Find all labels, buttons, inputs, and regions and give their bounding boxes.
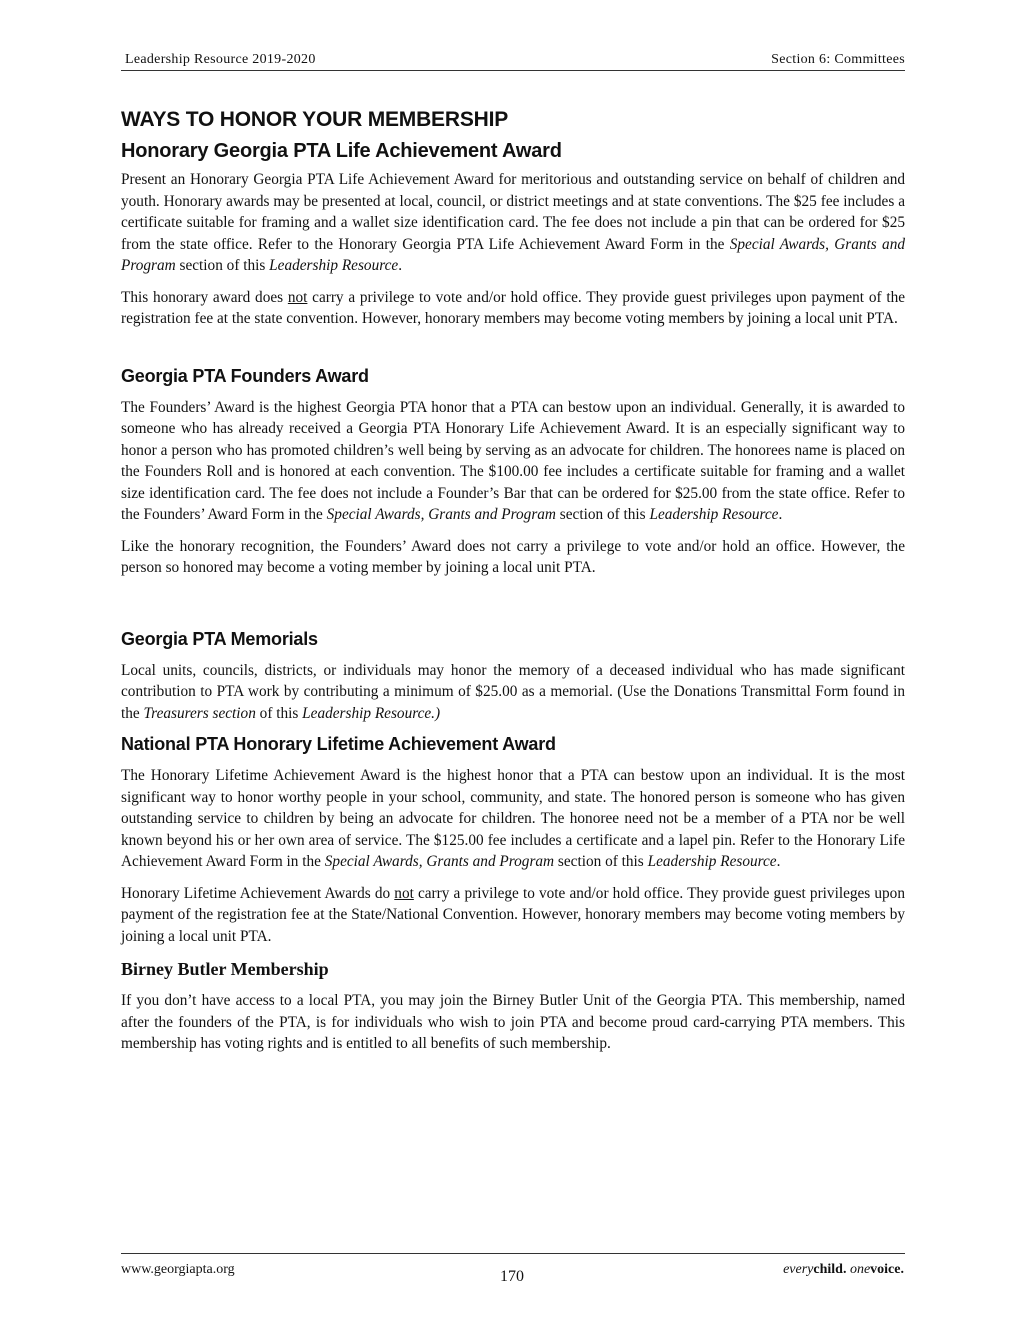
page-title: WAYS TO HONOR YOUR MEMBERSHIP <box>121 108 509 131</box>
founders-award-heading: Georgia PTA Founders Award <box>121 365 369 386</box>
header-document-title: Leadership Resource 2019-2020 <box>125 52 316 67</box>
page-content <box>121 100 905 1055</box>
life-award-paragraph-2: This honorary award does not carry a privilege to vote and/or hold office. They provide guest privileges upon payment of the registration fee at the state convention. However, honorary members may become voting members by joining a local unit PTA. <box>121 288 906 327</box>
founders-award-paragraph-2: Like the honorary recognition, the Founders’ Award does not carry a privilege to vote and/or hold an office. However, the person so honored may become a voting member by joining a local unit PTA. <box>121 537 905 576</box>
memorials-paragraph: Local units, councils, districts, or individuals may honor the memory of a deceased individual who has made significant contribution to PTA work by contributing a minimum of $25.00 as a memorial. (Use the Donations Transmittal Form found in the Treasurers section of this Leadership Resource.) <box>121 661 905 722</box>
footer-divider <box>121 1253 905 1254</box>
page-header <box>121 50 905 71</box>
national-award-heading: National PTA Honorary Lifetime Achievement Award <box>121 734 556 754</box>
life-award-paragraph-1: Present an Honorary Georgia PTA Life Achievement Award for meritorious and outstanding service on behalf of children and youth. Honorary awards may be presented at local, council, or district meetings and at state conventions. The $25 fee includes a certificate suitable for framing and a wallet size identification card. The fee does not include a pin that can be ordered for $25 from the state office. Refer to the Honorary Georgia PTA Life Achievement Award Form in the Special Awards, Grants and Program section of this Leadership Resource. <box>121 171 905 274</box>
page-number: 170 <box>500 1268 524 1285</box>
header-section-title: Section 6: Committees <box>771 52 905 67</box>
life-award-heading: Honorary Georgia PTA Life Achievement Award <box>121 140 562 162</box>
birney-butler-heading: Birney Butler Membership <box>121 959 329 979</box>
memorials-heading: Georgia PTA Memorials <box>121 628 318 649</box>
national-award-paragraph-2: Honorary Lifetime Achievement Awards do not carry a privilege to vote and/or hold office. They provide guest privileges upon payment of the registration fee at the State/National Convention. However, honorary members may become voting members by joining a local unit PTA. <box>121 884 905 945</box>
footer-website-link[interactable]: www.georgiapta.org <box>121 1262 235 1277</box>
founders-award-paragraph-1: The Founders’ Award is the highest Georgia PTA honor that a PTA can bestow upon an individual. Generally, it is awarded to someone who has already received a Georgia PTA Honorary Life Achievement Award. It is an especially significant way to honor a person who has promoted children’s well being by serving as an advocate for children. The honorees name is placed on the Founders Roll and is honored at each convention. The $100.00 fee includes a certificate suitable for framing and a wallet size identification card. The fee does not include a Founder’s Bar that can be ordered for $25.00 from the state office. Refer to the Founders’ Award Form in the Special Awards, Grants and Program section of this Leadership Resource. <box>121 398 905 523</box>
footer-slogan: everychild. onevoice. <box>783 1262 904 1277</box>
birney-butler-paragraph: If you don’t have access to a local PTA, you may join the Birney Butler Unit of the Georgia PTA. This membership, named after the founders of the PTA, is for individuals who wish to join PTA and become proud card-carrying PTA members. This membership has voting rights and is entitled to all benefits of such membership. <box>121 992 905 1052</box>
national-award-paragraph-1: The Honorary Lifetime Achievement Award is the highest honor that a PTA can bestow upon an individual. It is the most significant way to honor worthy people in your school, community, and state. The honored person is someone who has given outstanding service to children by being an advocate for children. The honoree need not be a member of a PTA nor be well known beyond his or her own area of service. The $125.00 fee includes a certificate and a lapel pin. Refer to the Honorary Life Achievement Award Form in the Special Awards, Grants and Program section of this Leadership Resource. <box>121 767 905 870</box>
